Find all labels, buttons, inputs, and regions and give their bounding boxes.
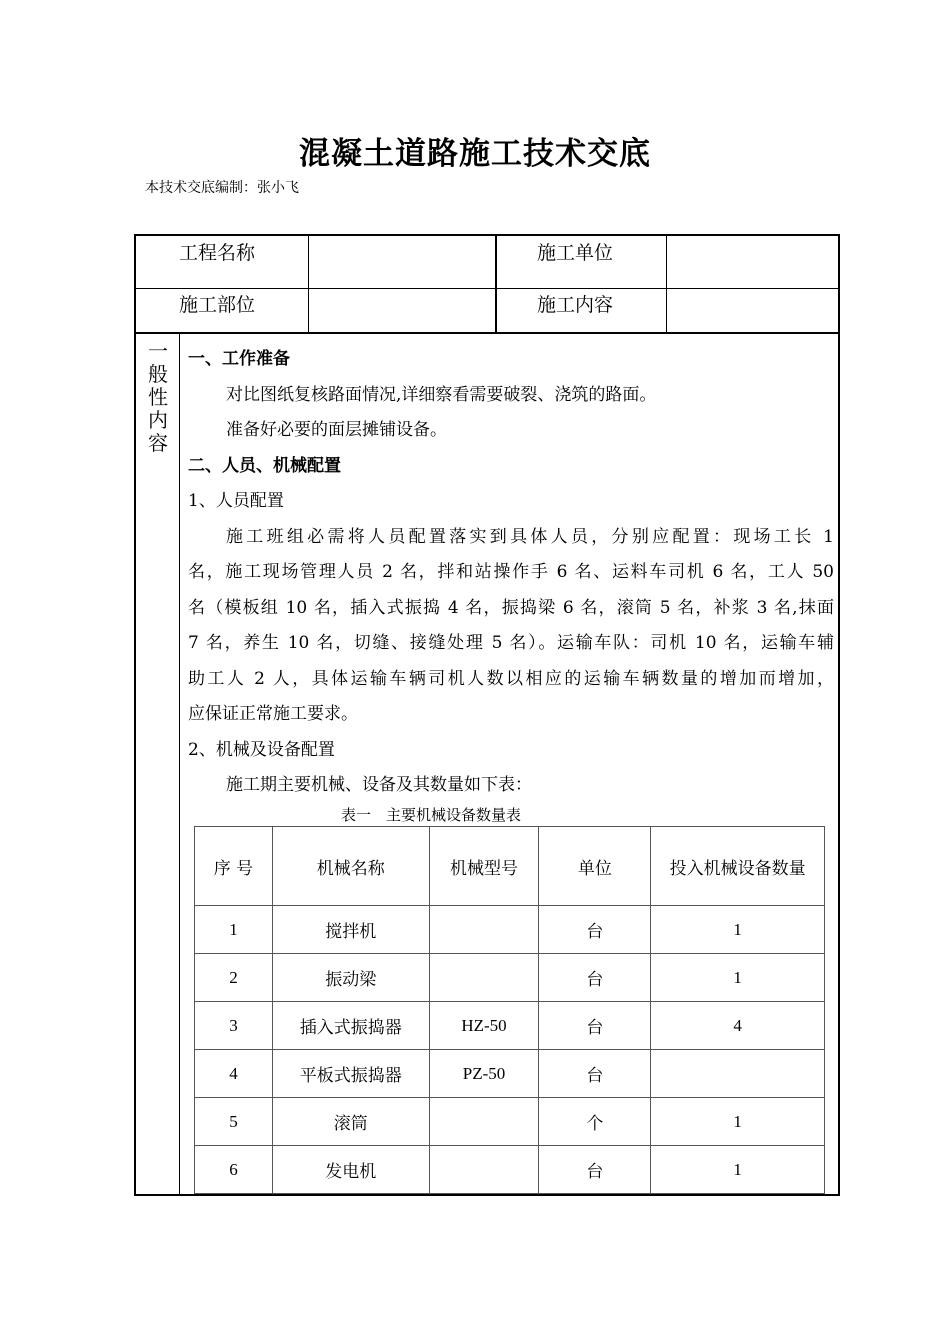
equipment-table-caption: 表一 主要机械设备数量表	[341, 806, 522, 824]
equipment-table-header-row	[195, 827, 825, 906]
cell-quantity: 1	[651, 906, 825, 954]
col-divider	[495, 236, 497, 332]
cell-machine-name: 平板式振捣器	[272, 1050, 429, 1098]
header-quantity: 投入机械设备数量	[651, 827, 825, 906]
cell-machine-model: HZ-50	[429, 1002, 539, 1050]
preparation-text: 准备好必要的面层摊铺设备。	[226, 420, 447, 440]
cell-unit: 个	[539, 1098, 651, 1146]
construction-unit-label: 施工单位	[537, 242, 614, 264]
cell-index: 3	[195, 1002, 273, 1050]
staffing-text-line: 名（模板组 10 名，插入式振捣 4 名，振捣梁 6 名，滚筒 5 名，补浆 3 名,抹面	[188, 597, 834, 618]
preparation-text: 对比图纸复核路面情况,详细察看需要破裂、浇筑的路面。	[226, 384, 657, 405]
cell-machine-name: 振动梁	[272, 954, 429, 1002]
cell-machine-name: 插入式振捣器	[272, 1002, 429, 1050]
row-divider	[136, 288, 838, 289]
cell-quantity: 1	[651, 954, 825, 1002]
table-row	[195, 906, 825, 954]
section-divider	[179, 333, 180, 1194]
header-unit: 单位	[539, 827, 651, 906]
equipment-intro: 施工期主要机械、设备及其数量如下表：	[226, 775, 532, 795]
section-label-char: 内	[148, 408, 168, 432]
cell-quantity: 4	[651, 1002, 825, 1050]
row-divider	[136, 332, 838, 334]
subheading-equipment: 2、机械及设备配置	[188, 739, 335, 760]
cell-index: 5	[195, 1098, 273, 1146]
section-label-char: 一	[148, 339, 168, 363]
table-row	[195, 1050, 825, 1098]
construction-content-label: 施工内容	[537, 294, 614, 316]
heading-staff-machinery: 二、人员、机械配置	[188, 455, 341, 476]
content-body	[188, 342, 834, 804]
cell-machine-model	[429, 906, 539, 954]
heading-work-preparation: 一、工作准备	[188, 349, 290, 369]
header-machine-name: 机械名称	[272, 827, 429, 906]
general-content-label	[144, 340, 172, 455]
staffing-text-line: 施工班组必需将人员配置落实到具体人员，分别应配置：现场工长 1	[226, 526, 834, 547]
cell-machine-model	[429, 1098, 539, 1146]
document-title: 混凝土道路施工技术交底	[299, 136, 651, 172]
col-divider	[308, 236, 309, 332]
project-name-label: 工程名称	[179, 242, 256, 264]
table-row	[195, 954, 825, 1002]
equipment-table	[194, 826, 825, 1194]
cell-quantity	[651, 1050, 825, 1098]
table-row	[195, 1146, 825, 1194]
cell-machine-name: 滚筒	[272, 1098, 429, 1146]
cell-quantity: 1	[651, 1146, 825, 1194]
table-row	[195, 1098, 825, 1146]
cell-unit: 台	[539, 1002, 651, 1050]
cell-index: 6	[195, 1146, 273, 1194]
header-machine-model: 机械型号	[429, 827, 539, 906]
staffing-text-line: 应保证正常施工要求。	[188, 704, 358, 724]
cell-unit: 台	[539, 1050, 651, 1098]
construction-part-label: 施工部位	[179, 294, 256, 316]
section-label-char: 性	[148, 385, 168, 409]
staffing-text-line: 助工人 2 人，具体运输车辆司机人数以相应的运输车辆数量的增加而增加，	[188, 668, 834, 689]
table-row	[195, 1002, 825, 1050]
cell-unit: 台	[539, 1146, 651, 1194]
main-form-table	[134, 234, 840, 1196]
cell-machine-model	[429, 954, 539, 1002]
cell-machine-model: PZ-50	[429, 1050, 539, 1098]
staffing-text-line: 名，施工现场管理人员 2 名，拌和站操作手 6 名、运料车司机 6 名，工人 50	[188, 562, 834, 582]
cell-unit: 台	[539, 906, 651, 954]
section-label-char: 般	[148, 362, 168, 386]
cell-index: 2	[195, 954, 273, 1002]
cell-quantity: 1	[651, 1098, 825, 1146]
section-label-char: 容	[148, 431, 168, 455]
subheading-staffing: 1、人员配置	[188, 491, 284, 511]
cell-machine-name: 搅拌机	[272, 906, 429, 954]
cell-unit: 台	[539, 954, 651, 1002]
cell-machine-name: 发电机	[272, 1146, 429, 1194]
cell-index: 4	[195, 1050, 273, 1098]
staffing-text-line: 7 名，养生 10 名，切缝、接缝处理 5 名）。运输车队：司机 10 名，运输车辅	[188, 633, 834, 653]
cell-index: 1	[195, 906, 273, 954]
cell-machine-model	[429, 1146, 539, 1194]
col-divider	[666, 236, 667, 332]
author-line: 本技术交底编制：张小飞	[145, 180, 299, 196]
header-index: 序 号	[195, 827, 273, 906]
